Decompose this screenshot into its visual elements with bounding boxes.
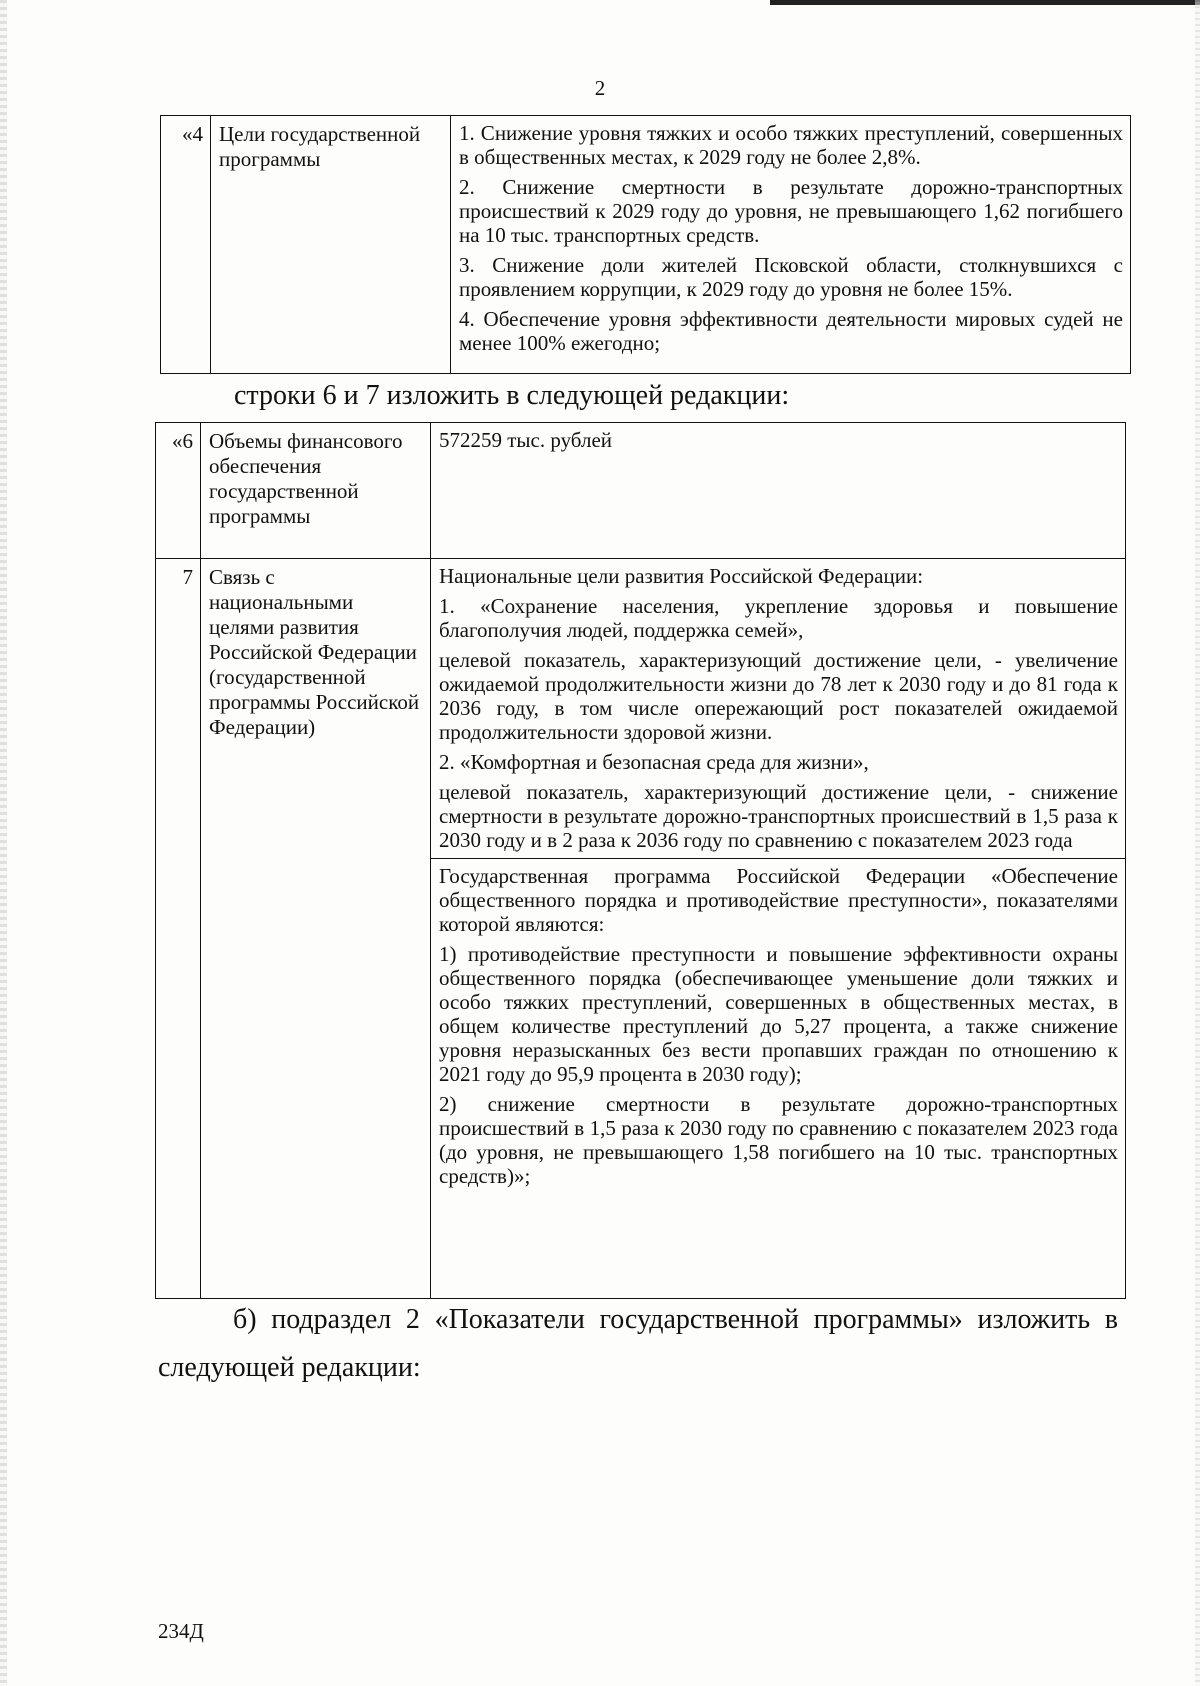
subsection-paragraph: б) подраздел 2 «Показатели государственной программы» изложить в следующей редакции: [158, 1304, 1118, 1383]
goals-row-name: Цели государственной программы [211, 116, 451, 374]
national-goal-1-indicator: целевой показатель, характеризующий достижение цели, - увеличение ожидаемой продолжительности жизни до 78 лет к 2030 году и до 81 года к 2036 году, в том числе опережающий рост показателей ожидаемой продолжительности здоровой жизни. [439, 648, 1118, 744]
document-code: 234Д [158, 1619, 204, 1643]
goals-list [451, 116, 1131, 374]
inner-divider [431, 858, 1125, 859]
national-goal-2: 2. «Комфортная и безопасная среда для жизни», [439, 750, 869, 774]
row6-value [431, 423, 1126, 559]
national-goals-title: Национальные цели развития Российской Федерации: [439, 564, 924, 588]
row6-name: Объемы финансового обеспечения государственной программы [201, 423, 431, 559]
goal-item-2: 2. Снижение смертности в результате дорожно-транспортных происшествий к 2029 году до уровня, не превышающего 1,62 погибшего на 10 тыс. транспортных средств. [459, 175, 1123, 247]
goal-item-1: 1. Снижение уровня тяжких и особо тяжких преступлений, совершенных в общественных местах, к 2029 году не более 2,8%. [459, 121, 1123, 169]
national-goal-1: 1. «Сохранение населения, укрепление здоровья и повышение благополучия людей, поддержка семей», [439, 594, 1118, 642]
row7-name: Связь с национальными целями развития Российской Федерации (государственной программы Российской Федерации) [201, 559, 431, 1299]
goals-table [160, 115, 1131, 374]
goal-item-4: 4. Обеспечение уровня эффективности деятельности мировых судей не менее 100% ежегодно; [459, 307, 1123, 355]
scan-left-edge [0, 0, 7, 1686]
rows-6-7-table [155, 422, 1126, 1299]
page-number: 2 [594, 76, 606, 100]
funding-amount: 572259 тыс. рублей [439, 428, 613, 452]
scan-right-edge [1195, 0, 1200, 1686]
national-goal-2-indicator: целевой показатель, характеризующий достижение цели, - снижение смертности в результате дорожно-транспортных происшествий в 1,5 раза к 2030 году и в 2 раза к 2036 году по сравнению с показателем 2023 года [439, 780, 1118, 852]
goal-item-3: 3. Снижение доли жителей Псковской области, столкнувшихся с проявлением коррупции, к 2029 году до уровня не более 15%. [459, 253, 1123, 301]
scan-top-bar [770, 0, 1200, 5]
row7-content [431, 559, 1126, 1299]
row7-number: 7 [156, 559, 201, 1299]
federal-program-intro: Государственная программа Российской Федерации «Обеспечение общественного порядка и противодействие преступности», показателями которой являются: [439, 864, 1118, 936]
federal-indicator-1: 1) противодействие преступности и повышение эффективности охраны общественного порядка (обеспечивающее уменьшение доли тяжких и особо тяжких преступлений, совершенных в общественных местах, в общем количестве преступлений до 5,27 процента, а также снижение уровня неразысканных без вести пропавших граждан по отношению к 2021 году до 95,9 процента в 2030 году); [439, 942, 1118, 1086]
row6-number: «6 [156, 423, 201, 559]
section-heading: строки 6 и 7 изложить в следующей редакции: [234, 380, 790, 411]
federal-indicator-2: 2) снижение смертности в результате дорожно-транспортных происшествий в 1,5 раза к 2030 году по сравнению с показателем 2023 года (до уровня, не превышающего 1,58 погибшего на 10 тыс. транспортных средств)»; [439, 1092, 1118, 1188]
goals-row-number: «4 [161, 116, 211, 374]
